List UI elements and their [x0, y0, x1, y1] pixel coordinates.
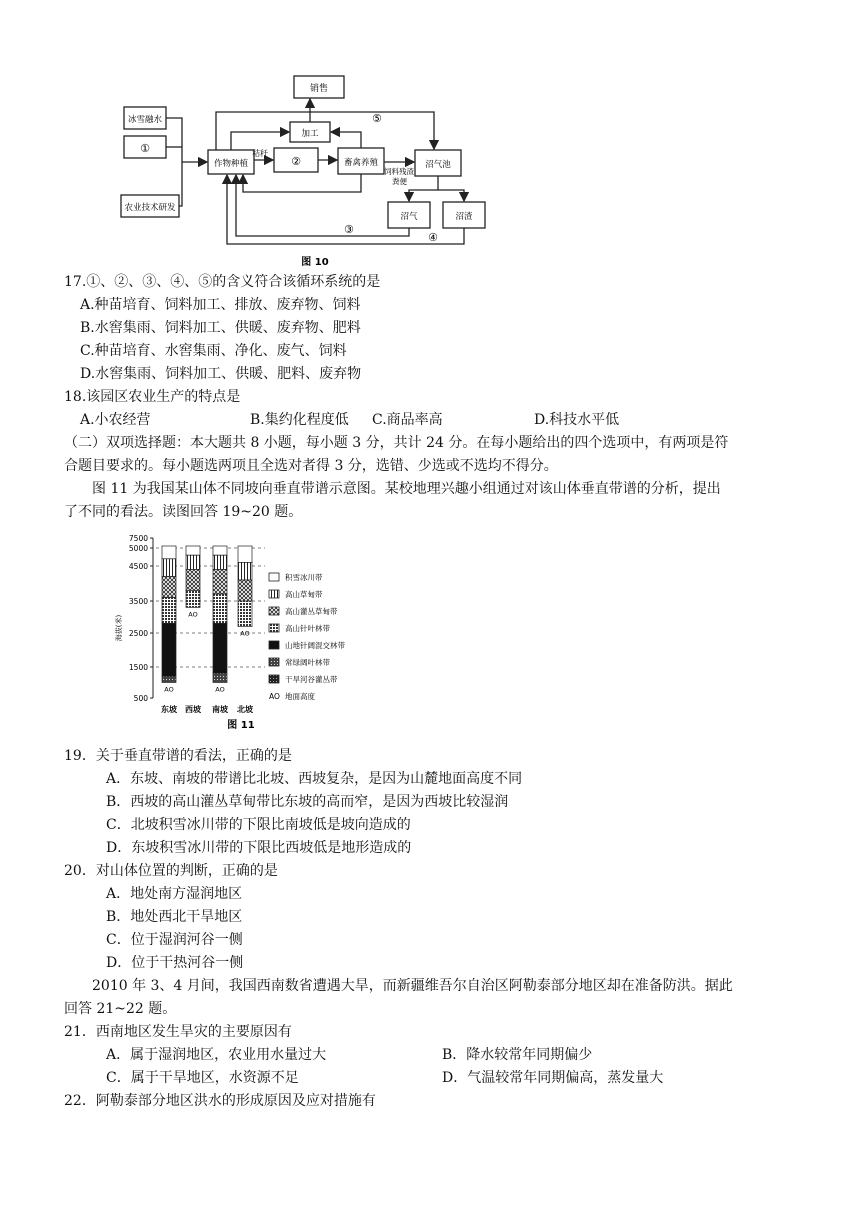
y-tick-label-5000: 5000: [128, 544, 148, 553]
legend-label-conifer: 高山针叶林带: [285, 624, 330, 633]
figure-11-vertical-zone-chart: [0, 528, 860, 738]
q20-option-c: C．位于湿润河谷一侧: [106, 932, 243, 948]
q21-stem: 21．西南地区发生旱灾的主要原因有: [64, 1024, 292, 1040]
y-tick-label-2500: 2500: [128, 629, 148, 638]
bar-北坡-高山针叶林带: [238, 601, 252, 627]
legend-label-shrub: 高山灌丛草甸带: [285, 607, 338, 616]
q21-option-b: B．降水较常年同期偏少: [442, 1047, 593, 1063]
q18-option-a: A.小农经营: [80, 412, 151, 428]
legend-swatch-shrub: [269, 607, 279, 615]
intro21-line1: 2010 年 3、4 月间，我国西南数省遭遇大旱，而新疆维吾尔自治区阿勒泰部分地区却在准备防洪。据此: [92, 978, 733, 994]
q18-stem: 18.该园区农业生产的特点是: [64, 389, 241, 405]
column-label-南坡: 南坡: [212, 705, 228, 714]
intro19-line2: 了不同的看法。读图回答 19~20 题。: [64, 504, 303, 520]
label-circle-4: ④: [428, 231, 438, 244]
q22-stem: 22．阿勒泰部分地区洪水的形成原因及应对措施有: [64, 1093, 376, 1109]
label-circle-3: ③: [344, 223, 354, 236]
y-tick-label-7500: 7500: [128, 534, 148, 543]
q20-option-b: B．地处西北干旱地区: [106, 909, 243, 925]
figure-11-legend: [269, 572, 345, 701]
q17-option-d: D.水窖集雨、饲料加工、供暖、肥料、废弃物: [80, 366, 362, 382]
q19-option-a: A．东坡、南坡的带谱比北坡、西坡复杂，是因为山麓地面高度不同: [106, 771, 523, 787]
q18-option-b: B.集约化程度低: [250, 412, 349, 428]
bar-西坡-高山灌丛草甸带: [186, 570, 200, 591]
bar-东坡-高山针叶林带: [162, 598, 176, 624]
q21-option-c: C．属于干旱地区，水资源不足: [106, 1070, 299, 1086]
legend-swatch-mixed: [269, 641, 279, 649]
label-straw: 秸秆: [252, 149, 268, 158]
column-label-西坡: 西坡: [185, 705, 201, 714]
section2-line2: 合题目要求的。每小题选两项且全选对者得 3 分，选错、少选或不选均不得分。: [64, 458, 558, 474]
box-blank-2-label: ②: [291, 155, 301, 168]
figure-11-ylabel: 海拔(米): [115, 614, 123, 642]
bar-北坡-高山灌丛草甸带: [238, 580, 252, 601]
figure-10-flow-diagram: [0, 0, 860, 270]
box-biogas-label: 沼气: [400, 212, 418, 222]
legend-swatch-snow: [269, 573, 279, 581]
q17-option-a: A.种苗培育、饲料加工、排放、废弃物、饲料: [80, 297, 361, 313]
bar-东坡-山地针阔混交林带: [162, 623, 176, 676]
bar-北坡-积雪冰川带: [238, 546, 252, 562]
q21-option-a: A．属于湿润地区，农业用水量过大: [106, 1047, 327, 1063]
bar-东坡-常绿阔叶林带: [162, 676, 176, 682]
label-manure: 粪便: [392, 177, 407, 186]
q19-option-c: C．北坡积雪冰川带的下限比南坡低是坡向造成的: [106, 817, 411, 833]
box-crop-label: 作物种植: [213, 159, 249, 169]
box-meltwater-label: 冰雪融水: [127, 115, 163, 125]
ground-label-西坡: AO: [188, 610, 198, 619]
box-process-label: 加工: [301, 129, 319, 139]
bar-西坡-高山草甸带: [186, 555, 200, 569]
legend-label-ground: 地面高度: [285, 692, 315, 701]
q21-option-d: D．气温较常年同期偏高，蒸发量大: [442, 1070, 664, 1086]
q20-stem: 20．对山体位置的判断，正确的是: [64, 863, 278, 879]
legend-swatch-dry: [269, 675, 279, 683]
column-label-东坡: 东坡: [161, 705, 177, 714]
bar-南坡-高山灌丛草甸带: [213, 570, 227, 595]
intro19-line1: 图 11 为我国某山体不同坡向垂直带谱示意图。某校地理兴趣小组通过对该山体垂直带谱的分析，提出: [92, 481, 721, 497]
bar-西坡-高山针叶林带: [186, 591, 200, 608]
legend-label-meadow: 高山草甸带: [285, 590, 323, 599]
legend-swatch-evergreen: [269, 658, 279, 666]
section2-line1: （二）双项选择题：本大题共 8 小题，每小题 3 分，共计 24 分。在每小题给出的四个选项中，有两项是符: [64, 435, 729, 451]
q17-stem: 17.①、②、③、④、⑤的含义符合该循环系统的是: [64, 274, 381, 290]
box-livestock-label: 畜禽养殖: [343, 158, 379, 168]
legend-label-mixed: 山地针阔混交林带: [285, 641, 345, 650]
bar-南坡-常绿阔叶林带: [213, 673, 227, 682]
q20-option-d: D．位于干热河谷一侧: [106, 955, 244, 971]
bar-北坡-高山草甸带: [238, 562, 252, 580]
q17-option-c: C.种苗培育、水窖集雨、净化、废气、饲料: [80, 343, 347, 359]
intro21-line2: 回答 21~22 题。: [64, 1001, 177, 1017]
ground-label-北坡: AO: [240, 629, 250, 638]
bar-西坡-积雪冰川带: [186, 546, 200, 555]
figure-10-caption: 图 10: [301, 257, 329, 268]
q18-option-d: D.科技水平低: [534, 412, 620, 428]
legend-label-dry: 干旱河谷灌丛带: [285, 675, 338, 684]
y-tick-label-500: 500: [133, 694, 148, 703]
bar-南坡-高山针叶林带: [213, 594, 227, 623]
box-biogas-pool-label: 沼气池: [425, 160, 451, 170]
q18-option-c: C.商品率高: [372, 412, 443, 428]
bar-东坡-高山灌丛草甸带: [162, 577, 176, 598]
label-feed-residue: 饲料残渣: [384, 167, 414, 176]
q19-stem: 19．关于垂直带谱的看法，正确的是: [64, 748, 292, 764]
legend-label-snow: 积雪冰川带: [285, 573, 323, 582]
q17-option-b: B.水窖集雨、饲料加工、供暖、废弃物、肥料: [80, 320, 361, 336]
box-sale-label: 销售: [309, 84, 329, 94]
bar-南坡-积雪冰川带: [213, 546, 227, 555]
legend-label-ground-prefix: AO: [269, 692, 280, 701]
ground-label-南坡: AO: [215, 685, 225, 694]
q20-option-a: A．地处南方湿润地区: [106, 886, 243, 902]
figure-11-caption: 图 11: [227, 720, 255, 731]
y-tick-label-1500: 1500: [128, 663, 148, 672]
legend-swatch-conifer: [269, 624, 279, 632]
ground-label-东坡: AO: [164, 685, 174, 694]
label-circle-5: ⑤: [372, 112, 382, 125]
y-tick-label-3500: 3500: [128, 597, 148, 606]
box-blank-1-label: ①: [140, 142, 150, 155]
y-tick-label-4500: 4500: [128, 562, 148, 571]
bar-南坡-山地针阔混交林带: [213, 623, 227, 673]
column-label-北坡: 北坡: [237, 705, 253, 714]
legend-label-evergreen: 常绿阔叶林带: [285, 658, 330, 667]
q19-option-b: B．西坡的高山灌丛草甸带比东坡的高而窄，是因为西坡比较湿润: [106, 794, 509, 810]
bar-东坡-高山草甸带: [162, 559, 176, 577]
bar-东坡-积雪冰川带: [162, 546, 176, 559]
box-tech-label: 农业技术研发: [124, 203, 176, 213]
box-residue-label: 沼渣: [455, 212, 473, 222]
legend-swatch-meadow: [269, 590, 279, 598]
bar-南坡-高山草甸带: [213, 555, 227, 569]
q19-option-d: D．东坡积雪冰川带的下限比西坡低是地形造成的: [106, 840, 412, 856]
